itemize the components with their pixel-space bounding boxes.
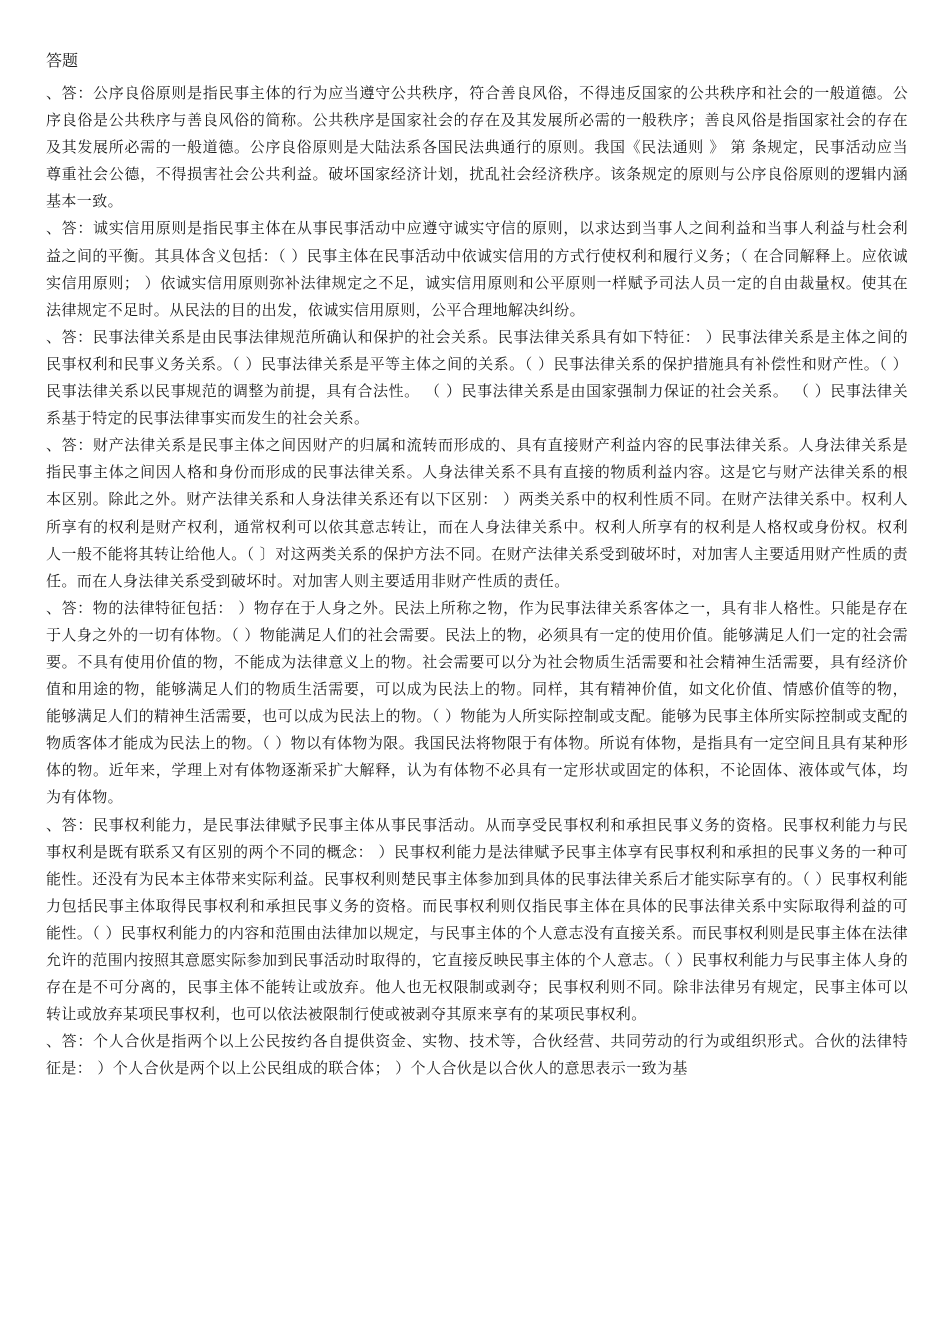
answer-paragraph-4: 、答：财产法律关系是民事主体之间因财产的归属和流转而形成的、具有直接财产利益内容的民事法律关系。人身法律关系是指民事主体之间因人格和身份而形成的民事法律关系。人身法律关系不具有直接的物质利益内容。这是它与财产法律关系的根本区别。除此之外。财产法律关系和人身法律关系还有以下区别： ）两类关系中的权利性质不同。在财产法律关系中。权利人所享有的权利是财产权利，通常权利可以依其意志转让，而在人身法律关系中。权利人所享有的权利是人格权或身份权。权利人一般不能将其转让给他人。（ 〕对这两类关系的保护方法不同。在财产法律关系受到破坏时，对加害人主要适用财产性质的责任。而在人身法律关系受到破坏时。对加害人则主要适用非财产性质的责任。 [46, 436, 908, 590]
answer-paragraph-1: 、答：公序良俗原则是指民事主体的行为应当遵守公共秩序，符合善良风俗，不得违反国家的公共秩序和社会的一般道德。公序良俗是公共秩序与善良风俗的简称。公共秩序是国家社会的存在及其发展所必需的一般秩序；善良风俗是指国家社会的存在及其发展所必需的一般道德。公序良俗原则是大陆法系各国民法典通行的原则。我国《民法通则 》 第 条规定，民事活动应当尊重社会公德，不得损害社会公共利益。破坏国家经济计划，扰乱社会经济秩序。该条规定的原则与公序良俗原则的逻辑内涵基本一致。 [46, 84, 908, 211]
answer-paragraph-2: 、答：诚实信用原则是指民事主体在从事民事活动中应遵守诚实守信的原则，以求达到当事人之间利益和当事人利益与杜会利益之间的平衡。其具体含义包括：（ ）民事主体在民事活动中依诚实信用的方式行使权利和履行义务；（ 在合同解释上。应依诚实信用原则； ）依诚实信用原则弥补法律规定之不足，诚实信用原则和公平原则一样赋予司法人员一定的自由裁量权。使其在法律规定不足时。从民法的目的出发，依诚实信用原则，公平合理地解决纠纷。 [46, 219, 908, 319]
document-title: 答题 [46, 51, 79, 70]
answer-paragraph-6: 、答：民事权利能力，是民事法律赋予民事主体从事民事活动。从而享受民事权利和承担民事义务的资格。民事权利能力与民事权利是既有联系又有区别的两个不同的概念： ）民事权利能力是法律赋予民事主体享有民事权利和承担的民事义务的一种可能性。还没有为民本主体带来实际利益。民事权利则楚民事主体参加到具体的民事法律关系后才能实际享有的。（ ）民事权利能力包括民事主体取得民事权利和承担民事义务的资格。而民事权利则仅指民事主体在具体的民事法律关系中实际取得利益的可能性。（ ）民事权利能力的内容和范围由法律加以规定，与民事主体的个人意志没有直接关系。而民事权利则是民事主体在法律允许的范围内按照其意愿实际参加到民事活动时取得的，它直接反映民事主体的个人意志。（ ）民事权利能力与民事主体人身的存在是不可分离的，民事主体不能转让或放弃。他人也无权限制或剥夺；民事权利则不同。除非法律另有规定，民事主体可以转让或放弃某项民事权利，也可以依法被限制行使或被剥夺其原来享有的某项民事权利。 [46, 815, 908, 1024]
answer-paragraph-3: 、答：民事法律关系是由民事法律规范所确认和保护的社会关系。民事法律关系具有如下特征： ）民事法律关系是主体之间的民事权利和民事义务关系。（ ）民事法律关系是平等主体之间的关系。（ ）民事法律关系的保护措施具有补偿性和财产性。（ ）民事法律关系以民事规范的调整为前提，具有合法性。 （ ）民事法律关系是由国家强制力保证的社会关系。 （ ）民事法律关系基于特定的民事法律事实而发生的社会关系。 [46, 327, 908, 428]
answer-paragraph-7: 、答：个人合伙是指两个以上公民按约各自提供资金、实物、技术等，合伙经营、共同劳动的行为或组织形式。合伙的法律特征是： ）个人合伙是两个以上公民组成的联合体； ）个人合伙是以合伙人的意思表示一致为基 [46, 1032, 908, 1078]
answer-paragraph-5: 、答：物的法律特征包括： ）物存在于人身之外。民法上所称之物，作为民事法律关系客体之一，具有非人格性。只能是存在于人身之外的一切有体物。（ ）物能满足人们的社会需要。民法上的物，必须具有一定的使用价值。能够满足人们一定的社会需要。不具有使用价值的物，不能成为法律意义上的物。社会需要可以分为社会物质生活需要和社会精神生活需要，具有经济价值和用途的物，能够满足人们的物质生活需要，可以成为民法上的物。同样，其有精神价值，如文化价值、情感价值等的物，能够满足人们的精神生活需要，也可以成为民法上的物。（ ）物能为人所实际控制或支配。能够为民事主体所实际控制或支配的物质客体才能成为民法上的物。（ ）物以有体物为限。我国民法将物限于有体物。所说有体物，是指具有一定空间且具有某种形体的物。近年来，学理上对有体物逐渐采扩大解释，认为有体物不必具有一定形状或固定的体积，不论固体、液体或气体，均为有体物。 [46, 598, 908, 807]
